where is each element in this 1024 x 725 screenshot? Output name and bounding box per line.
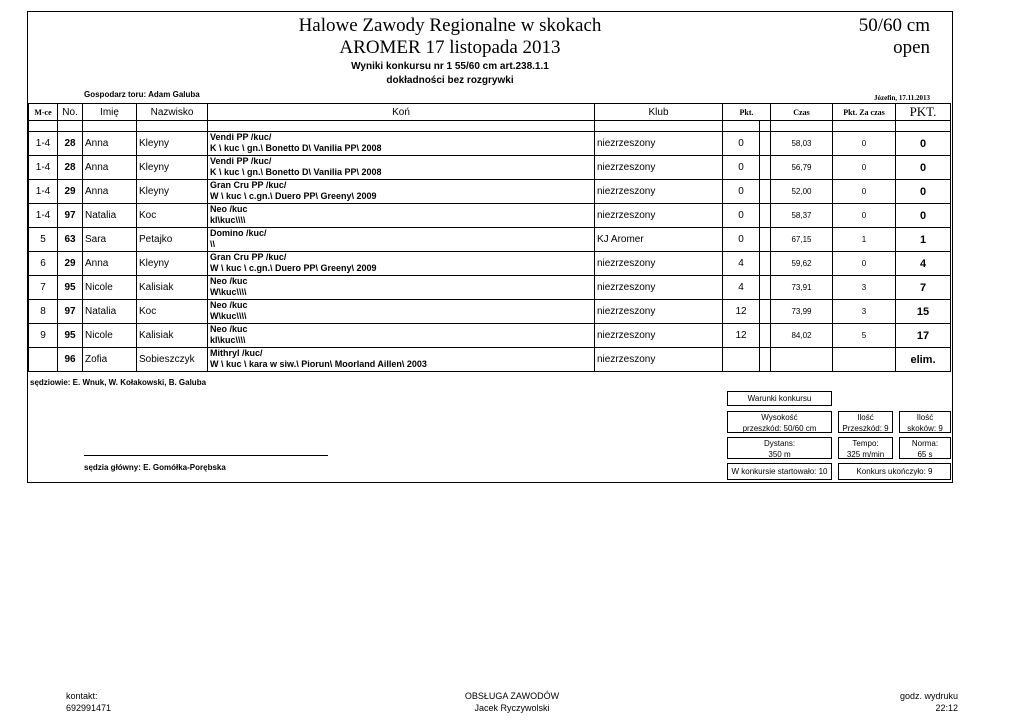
cell-no: 95 (58, 324, 83, 348)
cell-points: 12 (723, 324, 760, 348)
print-time-block (838, 690, 958, 714)
cell-last-name: Kleyny (137, 180, 208, 204)
results-line: Wyniki konkursu nr 1 55/60 cm art.238.1.1 (351, 61, 549, 72)
cell-time: 84,02 (771, 324, 833, 348)
cell-first-name: Nicole (83, 324, 137, 348)
horse-details: \\ (210, 239, 216, 249)
col-points: Pkt. (723, 104, 771, 121)
horse-details: W \ kuc \ c.gn.\ Duero PP\ Greeny\ 2009 (210, 263, 377, 273)
cell-time: 52,00 (771, 180, 833, 204)
horse-details: W \ kuc \ kara w siw.\ Piorun\ Moorland Aillen\ 2003 (210, 359, 427, 369)
table-spacer (29, 121, 951, 132)
cell-time-points: 0 (833, 204, 896, 228)
table-row (29, 276, 951, 300)
cell-club: niezrzeszony (595, 276, 723, 300)
cell-no: 29 (58, 180, 83, 204)
cell-time-points: 3 (833, 276, 896, 300)
cell-time: 73,99 (771, 300, 833, 324)
cell-club: niezrzeszony (595, 300, 723, 324)
horse-name: Vendi PP /kuc/ (210, 156, 272, 166)
obstacle-count-value: Przeszkód: 9 (842, 424, 889, 433)
cell-blank (760, 300, 771, 324)
cell-points: 4 (723, 276, 760, 300)
cell-points: 4 (723, 252, 760, 276)
height-box (727, 411, 832, 433)
horse-name: Neo /kuc (210, 300, 248, 310)
col-club: Klub (595, 104, 723, 121)
cell-first-name: Sara (83, 228, 137, 252)
cell-total: 17 (896, 324, 951, 348)
chief-judge: sędzia główny: E. Gomółka-Porębska (84, 463, 226, 472)
conditions-title: Warunki konkursu (727, 391, 832, 406)
cell-last-name: Kleyny (137, 252, 208, 276)
cell-points: 0 (723, 204, 760, 228)
course-host: Gospodarz toru: Adam Galuba (84, 90, 200, 99)
distance-box (727, 437, 832, 459)
cell-horse (208, 180, 595, 204)
cell-last-name: Kalisiak (137, 276, 208, 300)
contact-block (66, 690, 111, 714)
cell-time-points: 0 (833, 156, 896, 180)
contact-phone: 692991471 (66, 703, 112, 713)
cell-time: 59,62 (771, 252, 833, 276)
cell-time: 58,03 (771, 132, 833, 156)
cell-no: 28 (58, 132, 83, 156)
cell-horse (208, 276, 595, 300)
table-row (29, 324, 951, 348)
cell-horse (208, 300, 595, 324)
horse-details: W \ kuc \ c.gn.\ Duero PP\ Greeny\ 2009 (210, 191, 377, 201)
horse-name: Gran Cru PP /kuc/ (210, 180, 287, 190)
cell-place: 6 (29, 252, 58, 276)
tempo-value: 325 m/min (846, 450, 885, 459)
col-place: M-ce (29, 104, 58, 121)
horse-name: Neo /kuc (210, 324, 248, 334)
obstacle-count-label: Ilość (857, 413, 874, 422)
table-row (29, 252, 951, 276)
cell-time: 56,79 (771, 156, 833, 180)
signature-line (84, 455, 328, 456)
results-table (28, 103, 951, 372)
cell-club: niezrzeszony (595, 348, 723, 372)
cell-no: 96 (58, 348, 83, 372)
cell-place: 9 (29, 324, 58, 348)
cell-first-name: Anna (83, 180, 137, 204)
cell-club: niezrzeszony (595, 252, 723, 276)
cell-first-name: Nicole (83, 276, 137, 300)
table-row (29, 156, 951, 180)
service-block (412, 690, 612, 714)
cell-points: 12 (723, 300, 760, 324)
cell-place: 1-4 (29, 156, 58, 180)
col-total: PKT. (896, 104, 951, 121)
col-first-name: Imię (83, 104, 137, 121)
horse-details: K \ kuc \ gn.\ Bonetto D\ Vanilia PP\ 2008 (210, 167, 382, 177)
print-label: godz. wydruku (899, 691, 958, 701)
horse-name: Neo /kuc (210, 204, 248, 214)
jumps-count-value: skoków: 9 (907, 424, 943, 433)
obstacle-count-box (838, 411, 893, 433)
cell-horse (208, 348, 595, 372)
place-date: Józefin, 17.11.2013 (874, 94, 930, 102)
cell-total: 0 (896, 156, 951, 180)
cell-total: 0 (896, 204, 951, 228)
cell-blank (760, 204, 771, 228)
accuracy-line: dokładności bez rozgrywki (386, 75, 514, 86)
horse-details: W\kuc\\\\ (210, 287, 247, 297)
table-row (29, 228, 951, 252)
cell-no: 97 (58, 300, 83, 324)
cell-points: 0 (723, 228, 760, 252)
event-title: Halowe Zawody Regionalne w skokach (298, 15, 602, 36)
tempo-box (838, 437, 893, 459)
cell-club: niezrzeszony (595, 180, 723, 204)
cell-club: niezrzeszony (595, 132, 723, 156)
cell-place: 7 (29, 276, 58, 300)
cell-time-points: 0 (833, 252, 896, 276)
jumps-count-box (899, 411, 951, 433)
print-time: 22:12 (935, 703, 958, 713)
horse-details: W\kuc\\\\ (210, 311, 247, 321)
cell-last-name: Koc (137, 204, 208, 228)
started-count: W konkursie startowało: 10 (727, 463, 832, 480)
col-time: Czas (771, 104, 833, 121)
cell-time-points: 3 (833, 300, 896, 324)
cell-total: 15 (896, 300, 951, 324)
cell-time: 73,91 (771, 276, 833, 300)
cell-club: niezrzeszony (595, 156, 723, 180)
horse-details: kl\kuc\\\\ (210, 215, 246, 225)
cell-total: 0 (896, 132, 951, 156)
cell-horse (208, 204, 595, 228)
cell-place (29, 348, 58, 372)
cell-time: 58,37 (771, 204, 833, 228)
cell-first-name: Anna (83, 252, 137, 276)
event-subtitle: AROMER 17 listopada 2013 (339, 37, 561, 58)
cell-no: 29 (58, 252, 83, 276)
cell-no: 97 (58, 204, 83, 228)
cell-blank (760, 180, 771, 204)
cell-no: 95 (58, 276, 83, 300)
table-row (29, 204, 951, 228)
horse-name: Mithryl /kuc/ (210, 348, 263, 358)
service-label: OBSŁUGA ZAWODÓW (464, 691, 560, 701)
cell-blank (760, 324, 771, 348)
cell-last-name: Kleyny (137, 132, 208, 156)
cell-first-name: Zofia (83, 348, 137, 372)
distance-value: 350 m (768, 450, 791, 459)
judges-line: sędziowie: E. Wnuk, W. Kołakowski, B. Galuba (30, 378, 207, 387)
cell-horse (208, 252, 595, 276)
col-last-name: Nazwisko (137, 104, 208, 121)
cell-points: 0 (723, 132, 760, 156)
cell-place: 1-4 (29, 180, 58, 204)
class-height: 50/60 cm (858, 15, 930, 36)
cell-points: 0 (723, 180, 760, 204)
cell-total: elim. (896, 348, 951, 372)
cell-place: 8 (29, 300, 58, 324)
cell-place: 1-4 (29, 204, 58, 228)
cell-club: niezrzeszony (595, 324, 723, 348)
cell-total: 0 (896, 180, 951, 204)
table-row (29, 132, 951, 156)
cell-club: KJ Aromer (595, 228, 723, 252)
cell-blank (760, 348, 771, 372)
cell-time-points: 0 (833, 132, 896, 156)
cell-time: 67,15 (771, 228, 833, 252)
cell-first-name: Natalia (83, 204, 137, 228)
cell-blank (760, 276, 771, 300)
height-value: przeszkód: 50/60 cm (742, 424, 817, 433)
table-row (29, 300, 951, 324)
cell-last-name: Petajko (137, 228, 208, 252)
horse-details: K \ kuc \ gn.\ Bonetto D\ Vanilia PP\ 2008 (210, 143, 382, 153)
cell-time (771, 348, 833, 372)
cell-total: 1 (896, 228, 951, 252)
cell-club: niezrzeszony (595, 204, 723, 228)
cell-blank (760, 132, 771, 156)
cell-place: 5 (29, 228, 58, 252)
distance-label: Dystans: (763, 439, 796, 448)
cell-last-name: Koc (137, 300, 208, 324)
cell-last-name: Kleyny (137, 156, 208, 180)
horse-name: Neo /kuc (210, 276, 248, 286)
cell-last-name: Sobieszczyk (137, 348, 208, 372)
finished-count: Konkurs ukończyło: 9 (838, 463, 951, 480)
class-type: open (893, 37, 930, 58)
cell-time-points: 0 (833, 180, 896, 204)
cell-first-name: Natalia (83, 300, 137, 324)
jumps-count-label: Ilość (916, 413, 934, 422)
cell-time-points (833, 348, 896, 372)
cell-place: 1-4 (29, 132, 58, 156)
cell-blank (760, 252, 771, 276)
cell-points (723, 348, 760, 372)
contact-label: kontakt: (66, 691, 98, 701)
cell-horse (208, 156, 595, 180)
table-row (29, 348, 951, 372)
cell-first-name: Anna (83, 156, 137, 180)
horse-details: kl\kuc\\\\ (210, 335, 246, 345)
cell-horse (208, 324, 595, 348)
cell-blank (760, 156, 771, 180)
horse-name: Gran Cru PP /kuc/ (210, 252, 287, 262)
col-no: No. (58, 104, 83, 121)
cell-first-name: Anna (83, 132, 137, 156)
table-header (29, 104, 951, 121)
horse-name: Vendi PP /kuc/ (210, 132, 272, 142)
col-horse: Koń (208, 104, 595, 121)
horse-name: Domino /kuc/ (210, 228, 267, 238)
norm-box (899, 437, 951, 459)
cell-last-name: Kalisiak (137, 324, 208, 348)
cell-horse (208, 228, 595, 252)
cell-no: 63 (58, 228, 83, 252)
cell-horse (208, 132, 595, 156)
cell-points: 0 (723, 156, 760, 180)
tempo-label: Tempo: (852, 439, 879, 448)
cell-time-points: 1 (833, 228, 896, 252)
cell-total: 4 (896, 252, 951, 276)
service-name: Jacek Ryczywolski (474, 703, 550, 713)
table-row (29, 180, 951, 204)
height-label: Wysokość (761, 413, 798, 422)
cell-blank (760, 228, 771, 252)
norm-label: Norma: (911, 439, 939, 448)
cell-total: 7 (896, 276, 951, 300)
cell-no: 28 (58, 156, 83, 180)
cell-time-points: 5 (833, 324, 896, 348)
norm-value: 65 s (917, 450, 933, 459)
col-time-points: Pkt. Za czas (833, 104, 896, 121)
